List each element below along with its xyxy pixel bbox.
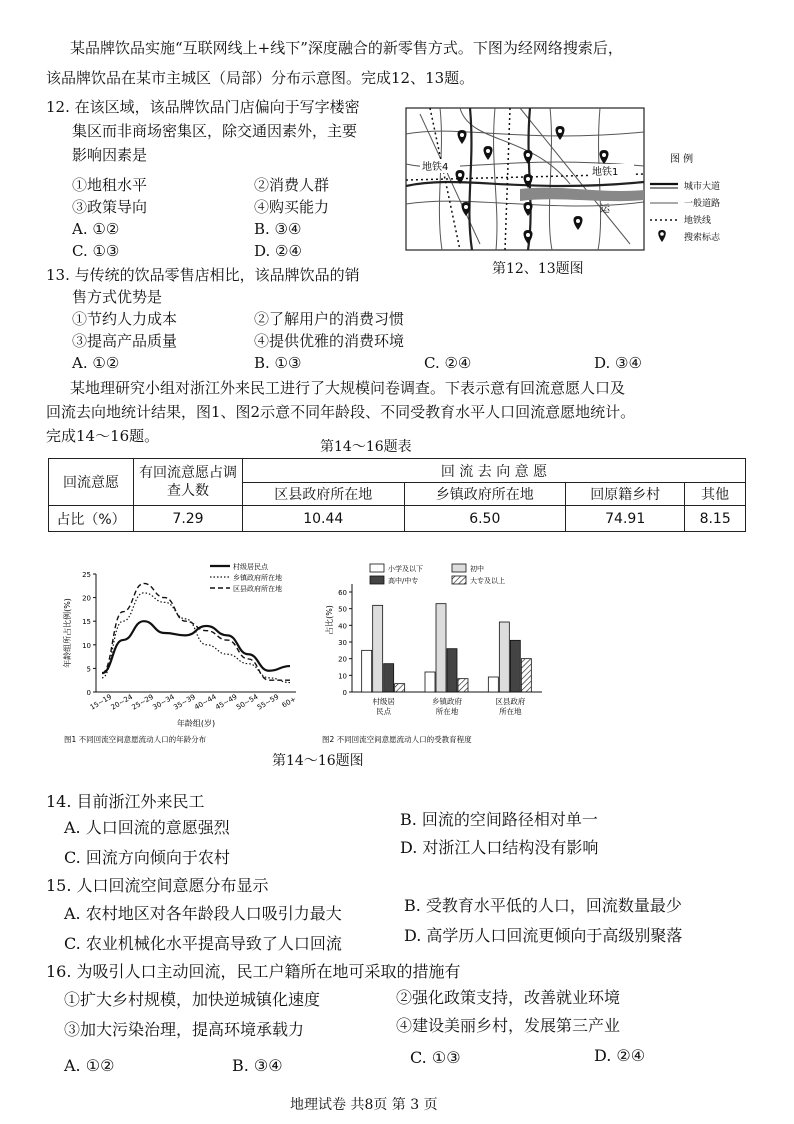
x-tick-label: 30~34 <box>151 692 176 712</box>
table-header: 有回流意愿占调查人数 <box>134 459 243 506</box>
q14-option-a: A. 人口回流的意愿强烈 <box>64 818 230 837</box>
legend-swatch <box>452 576 466 584</box>
x-axis-label: 年龄组(岁) <box>176 719 216 728</box>
q12-item: ③政策导向 <box>72 198 148 216</box>
table-cell: 74.91 <box>566 506 685 532</box>
y-tick-label: 10 <box>82 641 91 650</box>
table-cell: 8.15 <box>685 506 746 532</box>
y-tick-label: 0 <box>86 689 91 697</box>
map-pin-icon <box>556 126 565 140</box>
y-axis-label: 年龄组所占比例(%) <box>63 598 72 668</box>
table-header: 回原籍乡村 <box>566 483 685 506</box>
series-line <box>102 621 290 673</box>
figure-1-line-chart <box>60 556 320 752</box>
y-tick-label: 20 <box>82 594 91 603</box>
q16-item: ④建设美丽乡村，发展第三产业 <box>396 1016 621 1035</box>
q13-item: ③提高产品质量 <box>72 332 178 350</box>
x-tick-label: 40~44 <box>193 692 218 712</box>
y-tick-label: 0 <box>342 689 347 697</box>
legend-label: 村级居民点 <box>233 563 268 571</box>
intro-line: 完成14～16题。 <box>46 427 160 445</box>
figures-caption: 第14～16题图 <box>272 753 364 769</box>
page-footer: 地理试卷 共8页 第 3 页 <box>290 1097 438 1113</box>
q16-option-b: B. ③④ <box>232 1056 283 1075</box>
legend-swatch <box>452 564 466 572</box>
q13-option-d: D. ③④ <box>594 354 642 372</box>
x-tick-label: 60+ <box>280 695 298 710</box>
map-label: 地铁4 <box>422 162 449 173</box>
table-row-label: 占比（%） <box>49 506 134 532</box>
question-12-stem: 集区而非商场密集区，除交通因素外，主要 <box>72 122 358 140</box>
x-tick-label: 20~24 <box>109 692 135 712</box>
question-15-stem: 15. 人口回流空间意愿分布显示 <box>46 876 269 895</box>
map-pin-icon <box>658 230 666 242</box>
city-map-figure <box>400 104 750 254</box>
q13-item: ④提供优雅的消费环境 <box>254 332 405 350</box>
q16-item: ①扩大乡村规模，加快逆城镇化速度 <box>64 990 321 1009</box>
q12-option-a: A. ①② <box>72 220 120 238</box>
intro-line: 某品牌饮品实施“互联网线上+线下”深度融合的新零售方式。下图为经网络搜索后， <box>70 39 623 57</box>
table-cell: 7.29 <box>134 506 243 532</box>
q16-item: ③加大污染治理，提高环境承载力 <box>64 1020 305 1039</box>
map-pin-icon <box>574 216 583 230</box>
legend-swatch <box>370 576 384 584</box>
map-pin-icon <box>458 130 467 144</box>
question-13-stem: 售方式优势是 <box>72 288 163 306</box>
map-legend-item: 城市大道 <box>684 182 721 192</box>
q12-item: ①地租水平 <box>72 176 148 194</box>
intro-line: 该品牌饮品在某市主城区（局部）分布示意图。完成12、13题。 <box>46 69 475 87</box>
y-tick-label: 15 <box>82 618 91 627</box>
q13-item: ①节约人力成本 <box>72 310 178 328</box>
map-pin-icon <box>484 146 493 160</box>
legend-label: 高中/中专 <box>388 577 419 585</box>
table-cell: 10.44 <box>243 506 405 532</box>
map-legend-item: 一般道路 <box>684 199 721 209</box>
question-13-stem: 13. 与传统的饮品零售店相比，该品牌饮品的销 <box>46 266 360 284</box>
y-tick-label: 25 <box>82 571 91 579</box>
bar <box>499 622 509 692</box>
q15-option-d: D. 高学历人口回流更倾向于高级别聚落 <box>404 926 683 945</box>
q16-option-a: A. ①② <box>64 1056 115 1075</box>
bar <box>362 650 372 692</box>
map-label: 运 <box>600 204 610 215</box>
table-cell: 6.50 <box>404 506 566 532</box>
table-header-group: 回 流 去 向 意 愿 <box>243 459 746 483</box>
q16-option-c: C. ①③ <box>410 1048 461 1067</box>
map-legend-item: 搜索标志 <box>684 233 721 243</box>
q13-option-b: B. ①③ <box>254 354 302 372</box>
map-legend-title: 图 例 <box>670 154 694 165</box>
map-legend-item: 地铁线 <box>684 216 712 226</box>
bar <box>373 605 383 692</box>
intro-line: 回流去向地统计结果，图1、图2示意不同年龄段、不同受教育水平人口回流意愿地统计。 <box>46 403 636 421</box>
y-tick-label: 40 <box>338 622 347 631</box>
x-tick-label: 民点 <box>376 707 392 716</box>
q13-option-a: A. ①② <box>72 354 120 372</box>
x-tick-label: 25~29 <box>130 692 156 712</box>
map-pin-icon <box>600 150 609 164</box>
y-tick-label: 10 <box>338 672 347 681</box>
river <box>520 188 644 202</box>
q13-item: ②了解用户的消费习惯 <box>254 310 405 328</box>
x-tick-label: 所在地 <box>499 707 522 716</box>
table-title: 第14～16题表 <box>320 439 412 455</box>
question-14-stem: 14. 目前浙江外来民工 <box>46 792 205 811</box>
q13-option-c: C. ②④ <box>424 354 472 372</box>
y-tick-label: 50 <box>338 605 347 614</box>
q15-option-a: A. 农村地区对各年龄段人口吸引力最大 <box>64 904 342 923</box>
figure-title: 图2 不同回流空间意愿流动人口的受教育程度 <box>322 735 472 744</box>
figure-2-bar-chart <box>322 556 552 752</box>
question-16-stem: 16. 为吸引人口主动回流，民工户籍所在地可采取的措施有 <box>46 962 461 981</box>
table-header: 回流意愿 <box>49 459 134 506</box>
survey-table <box>48 458 746 532</box>
x-tick-label: 55~59 <box>255 692 281 712</box>
question-12-stem: 影响因素是 <box>72 146 148 164</box>
table-header: 乡镇政府所在地 <box>404 483 566 506</box>
q16-option-d: D. ②④ <box>594 1046 646 1065</box>
map-pin-icon <box>524 230 533 244</box>
x-tick-label: 35~39 <box>172 692 197 712</box>
x-tick-label: 所在地 <box>435 707 459 716</box>
bar <box>521 659 531 692</box>
q12-item: ②消费人群 <box>254 176 330 194</box>
y-tick-label: 30 <box>338 639 347 647</box>
legend-label: 大专及以上 <box>470 577 505 585</box>
x-tick-label: 乡镇政府 <box>432 697 462 706</box>
bar <box>425 672 435 692</box>
y-tick-label: 5 <box>86 665 91 674</box>
x-tick-label: 45~49 <box>214 692 239 712</box>
bar <box>436 604 446 692</box>
legend-label: 小学及以下 <box>388 565 423 573</box>
table-header: 其他 <box>685 483 746 506</box>
figure-title: 图1 不同回流空间意愿流动人口的年龄分布 <box>64 735 207 744</box>
q15-option-b: B. 受教育水平低的人口，回流数量最少 <box>404 896 682 915</box>
map-label: 地铁1 <box>592 167 619 178</box>
x-tick-label: 村级居 <box>372 697 395 706</box>
table-header: 区县政府所在地 <box>243 483 405 506</box>
legend-swatch <box>370 564 384 572</box>
y-tick-label: 60 <box>338 589 347 597</box>
q14-option-b: B. 回流的空间路径相对单一 <box>400 810 598 829</box>
legend-label: 乡镇政府所在地 <box>233 574 282 582</box>
map-pin-icon <box>524 150 533 164</box>
question-12-stem: 12. 在该区域，该品牌饮品门店偏向于写字楼密 <box>46 98 360 116</box>
q14-option-c: C. 回流方向倾向于农村 <box>64 848 230 867</box>
bar <box>458 679 468 692</box>
bar <box>510 640 520 692</box>
x-tick-label: 15~19 <box>88 692 114 712</box>
q12-item: ④购买能力 <box>254 198 330 216</box>
bar <box>447 649 457 692</box>
bar <box>395 684 405 692</box>
bar <box>384 664 394 692</box>
bar <box>488 677 498 692</box>
legend-label: 初中 <box>470 565 484 573</box>
x-tick-label: 50~54 <box>234 692 260 712</box>
q12-option-b: B. ③④ <box>254 220 302 238</box>
q12-option-c: C. ①③ <box>72 242 120 260</box>
q12-option-d: D. ②④ <box>254 242 302 260</box>
y-axis-label: 占比(%) <box>325 605 334 635</box>
q15-option-c: C. 农业机械化水平提高导致了人口回流 <box>64 934 342 953</box>
map-caption: 第12、13题图 <box>492 261 584 277</box>
x-tick-label: 区县政府 <box>495 697 526 706</box>
legend-label: 区县政府所在地 <box>233 585 282 593</box>
intro-line: 某地理研究小组对浙江外来民工进行了大规模问卷调查。下表示意有回流意愿人口及 <box>70 379 626 397</box>
y-tick-label: 20 <box>338 655 347 664</box>
q16-item: ②强化政策支持，改善就业环境 <box>396 988 621 1007</box>
q14-option-d: D. 对浙江人口结构没有影响 <box>400 838 599 857</box>
